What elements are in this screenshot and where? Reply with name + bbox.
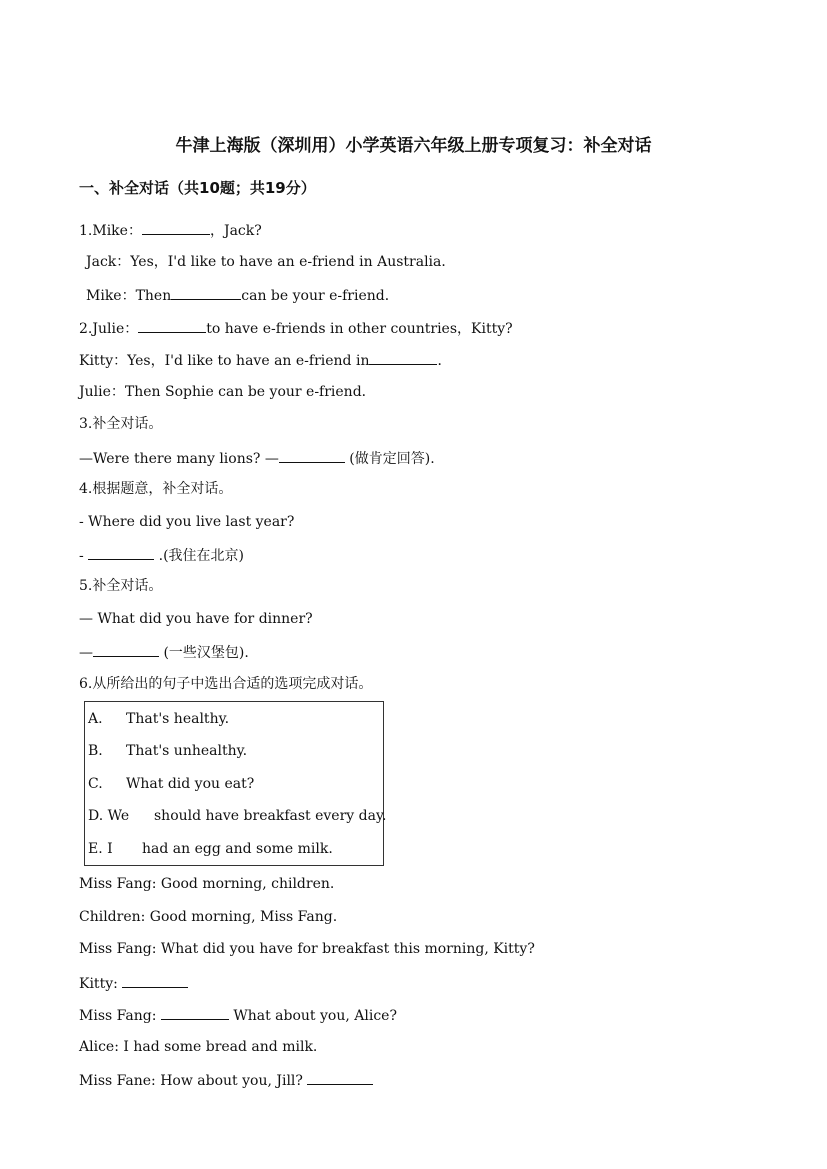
q2-line-3: Julie：Then Sophie can be your e-friend．: [79, 384, 376, 400]
section-heading: 一、补全对话（共10题；共19分）: [79, 179, 316, 197]
q5-prefix: —: [79, 645, 93, 661]
q4-line-1: 4.根据题意，补全对话。: [79, 481, 233, 497]
q1-l3-suffix: can be your e-friend．: [241, 288, 399, 304]
q1-suffix: ，Jack?: [209, 223, 262, 239]
q6-line-1: 6.从所给出的句子中选出合适的选项完成对话。: [79, 676, 373, 692]
q1-line-2: Jack：Yes，I'd like to have an e-friend in Australia．: [86, 254, 456, 270]
q4-suffix: .(我住在北京): [154, 548, 245, 564]
option-a: [88, 711, 229, 727]
q1-line-1: [79, 220, 262, 240]
answer-blank[interactable]: [122, 973, 188, 988]
option-b: [88, 743, 247, 759]
q5-line-2: — What did you have for dinner?: [79, 611, 313, 627]
answer-blank[interactable]: [88, 545, 154, 560]
dialog-line-5: [79, 1005, 397, 1025]
option-e: [88, 841, 333, 857]
dialog-line-6: Alice: I had some bread and milk.: [79, 1039, 318, 1055]
q1-line-3: [86, 285, 399, 305]
dialog-line-2: Children: Good morning, Miss Fang.: [79, 909, 338, 925]
option-c: [88, 776, 254, 792]
answer-blank[interactable]: [369, 350, 437, 365]
q2-prefix: 2.Julie：: [79, 321, 139, 337]
option-text: That's healthy.: [126, 711, 230, 727]
dialog-7-prefix: Miss Fane: How about you, Jill?: [79, 1073, 308, 1089]
answer-blank[interactable]: [307, 1070, 373, 1085]
dialog-line-4: [79, 973, 188, 993]
answer-blank[interactable]: [93, 642, 159, 657]
q4-line-2: - Where did you live last year?: [79, 514, 295, 530]
option-text: What did you eat?: [126, 776, 255, 792]
options-box: [84, 701, 387, 866]
answer-blank[interactable]: [161, 1005, 229, 1020]
answer-blank[interactable]: [171, 285, 241, 300]
q2-suffix: to have e-friends in other countries，Kitty?: [206, 321, 513, 337]
q1-prefix: 1.Mike：: [79, 223, 142, 239]
answer-blank[interactable]: [142, 220, 210, 235]
answer-blank[interactable]: [138, 318, 206, 333]
option-text: That's unhealthy.: [126, 743, 248, 759]
q5-line-1: 5.补全对话。: [79, 578, 163, 594]
dialog-line-3: Miss Fang: What did you have for breakfast this morning, Kitty?: [79, 941, 535, 957]
dialog-line-1: Miss Fang: Good morning, children.: [79, 876, 335, 892]
q1-l3-prefix: Mike：Then: [86, 288, 172, 304]
dialog-line-7: [79, 1070, 373, 1090]
q5-line-3: [79, 642, 249, 662]
option-letter: A.: [88, 711, 103, 727]
q3-suffix: (做肯定回答).: [344, 451, 435, 467]
q2-line-1: [79, 318, 513, 338]
q3-prefix: —Were there many lions? —: [79, 451, 279, 467]
option-letter: C.: [88, 776, 103, 792]
q4-prefix: -: [79, 548, 89, 564]
option-d: [88, 808, 386, 824]
q5-suffix: (一些汉堡包).: [159, 645, 249, 661]
option-letter: D. We: [88, 808, 130, 824]
option-letter: E. I: [88, 841, 113, 857]
q3-line-2: [79, 448, 435, 468]
q2-l2-prefix: Kitty：Yes，I'd like to have an e-friend in: [79, 353, 370, 369]
answer-blank[interactable]: [279, 448, 345, 463]
dialog-4-prefix: Kitty:: [79, 976, 123, 992]
document-title: 牛津上海版（深圳用）小学英语六年级上册专项复习：补全对话: [175, 136, 652, 156]
q4-line-3: [79, 545, 244, 565]
option-text: should have breakfast every day.: [154, 808, 387, 824]
q2-l2-suffix: ．: [437, 353, 452, 369]
option-letter: B.: [88, 743, 103, 759]
option-text: had an egg and some milk.: [142, 841, 333, 857]
q2-line-2: [79, 350, 451, 370]
dialog-5-prefix: Miss Fang:: [79, 1008, 161, 1024]
dialog-5-suffix: What about you, Alice?: [228, 1008, 397, 1024]
q3-line-1: 3.补全对话。: [79, 416, 163, 432]
